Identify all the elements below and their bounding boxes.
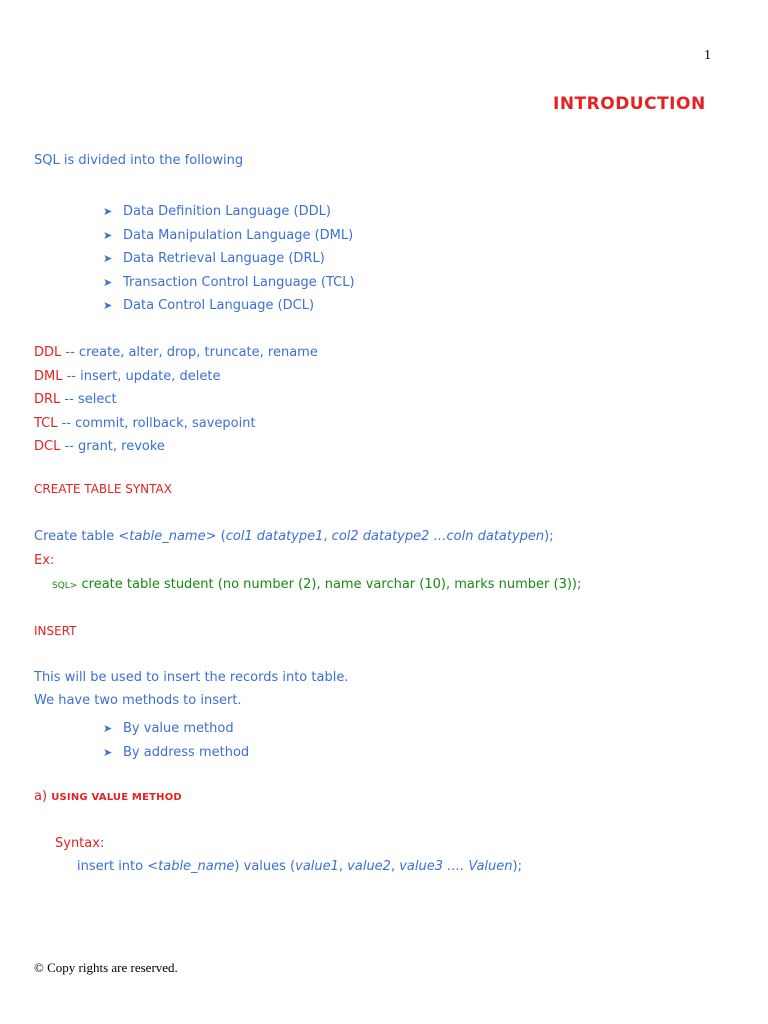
list-item: ➤ By address method xyxy=(103,741,249,765)
arrow-bullet-icon: ➤ xyxy=(103,228,113,242)
list-item: ➤ Data Manipulation Language (DML) xyxy=(103,224,355,248)
list-item: TCL -- commit, rollback, savepoint xyxy=(34,415,256,431)
arrow-bullet-icon: ➤ xyxy=(103,252,113,265)
list-item: ➤ Data Definition Language (DDL) xyxy=(103,200,355,224)
arrow-bullet-icon: ➤ xyxy=(103,746,113,759)
arrow-bullet-icon: ➤ xyxy=(103,722,113,735)
insert-description: We have two methods to insert. xyxy=(34,693,242,708)
arrow-bullet-icon: ➤ xyxy=(103,299,113,312)
syntax-label: Syntax: xyxy=(55,836,105,851)
list-item: ➤ By value method xyxy=(103,717,249,741)
language-list xyxy=(103,200,355,318)
list-item: DRL -- select xyxy=(34,392,117,407)
page-number: 1 xyxy=(704,48,711,63)
subsection-heading: a) USING VALUE METHOD xyxy=(34,789,182,804)
list-item: ➤ Data Retrieval Language (DRL) xyxy=(103,247,355,271)
section-heading: INSERT xyxy=(34,624,77,638)
example-command: SQL> create table student (no number (2), name varchar (10), marks number (3)); xyxy=(52,577,582,592)
create-syntax: Create table <table_name> (col1 datatype1, col2 datatype2 …coln datatypen); xyxy=(34,529,554,544)
list-item: DML -- insert, update, delete xyxy=(34,368,221,384)
insert-description: This will be used to insert the records into table. xyxy=(34,670,349,685)
arrow-bullet-icon: ➤ xyxy=(103,275,113,289)
method-list xyxy=(103,717,249,765)
list-item: ➤ Data Control Language (DCL) xyxy=(103,294,355,318)
insert-syntax: insert into <table_name) values (value1, value2, value3 …. Valuen); xyxy=(77,859,522,874)
command-list xyxy=(34,341,318,459)
footer-copyright: © Copy rights are reserved. xyxy=(34,960,178,975)
intro-text: SQL is divided into the following xyxy=(34,153,244,168)
page-title: INTRODUCTION xyxy=(553,94,706,114)
arrow-bullet-icon: ➤ xyxy=(103,205,113,218)
section-heading: CREATE TABLE SYNTAX xyxy=(34,482,172,496)
list-item: ➤ Transaction Control Language (TCL) xyxy=(103,271,355,295)
example-label: Ex: xyxy=(34,553,55,568)
list-item: DDL -- create, alter, drop, truncate, rename xyxy=(34,345,318,360)
list-item: DCL -- grant, revoke xyxy=(34,439,165,454)
